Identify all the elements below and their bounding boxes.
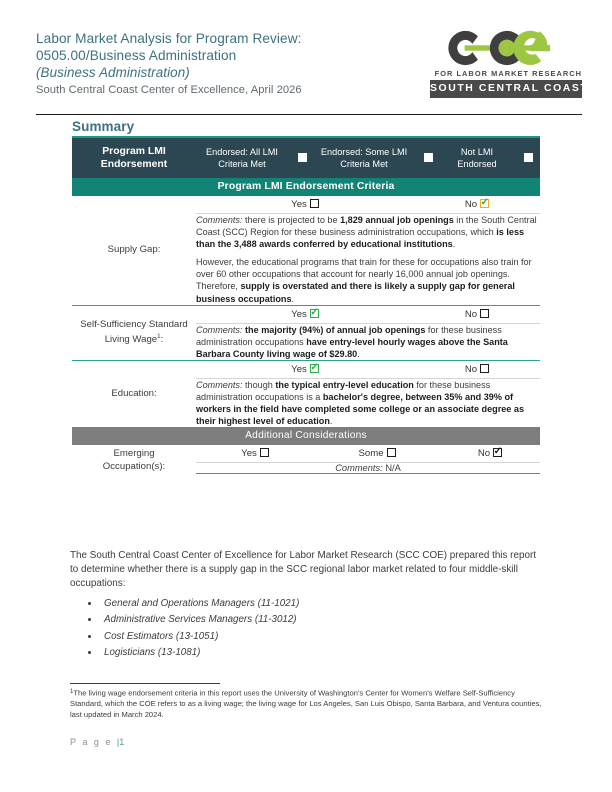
checkbox-unchecked-icon[interactable] <box>260 448 269 457</box>
intro-paragraph: The South Central Coast Center of Excellence for Labor Market Research (SCC COE) prepared this report to determine whether there is a supply gap in the SCC regional labor market related to four middle-skill occupations: <box>70 550 536 589</box>
lmi-endorsement-table <box>72 136 540 474</box>
supply-gap-yes-cell[interactable] <box>196 196 414 214</box>
supply-gap-comments <box>196 214 540 306</box>
criterion-label-supply-gap: Supply Gap: <box>107 244 161 256</box>
page-label: P a g e <box>70 737 117 747</box>
checkbox-unchecked-icon[interactable] <box>524 153 533 162</box>
living-wage-no-cell[interactable] <box>414 305 540 323</box>
supply-gap-comment-paragraph-1 <box>196 214 540 250</box>
supply-gap-no-cell[interactable] <box>414 196 540 214</box>
education-yes-label: Yes <box>291 363 307 375</box>
education-comment-paragraph-1 <box>196 379 540 427</box>
page-title: Summary <box>72 119 135 134</box>
education-no-label: No <box>464 363 478 375</box>
checkbox-checked-icon[interactable] <box>310 364 319 373</box>
endorsement-header-label: Program LMI Endorsement <box>72 137 196 178</box>
logo-tagline: FOR LABOR MARKET RESEARCH <box>434 69 582 78</box>
checkbox-unchecked-icon[interactable] <box>480 364 489 373</box>
page-number-footer <box>70 737 124 747</box>
living-wage-yes-label: Yes <box>291 308 307 320</box>
emerging-comments <box>196 463 540 474</box>
checkbox-x-marked-icon[interactable] <box>424 153 433 162</box>
rich-0-0: there is projected to be 1,829 annual job openings in the South Central Coast (SCC) Region for these business administration occupations, which is less than the 3,488 awards conferred by educational institutions. <box>196 215 537 250</box>
report-subtitle: South Central Coast Center of Excellence, April 2026 <box>36 84 302 96</box>
option-checkbox-all-criteria[interactable] <box>288 137 314 178</box>
rich-2-0: though the typical entry-level education for these business administration occupations is a bachelor's degree, between 35% and 39% of workers in the field have completed some college or an associate degree as their highest level of education. <box>196 379 525 427</box>
checkbox-unchecked-icon[interactable] <box>298 153 307 162</box>
option-checkbox-not-endorsed[interactable] <box>514 137 540 178</box>
list-item: • Logisticians (13-1081) <box>100 645 570 661</box>
comments-label: Comments: <box>196 379 243 390</box>
education-yesno-row <box>72 360 540 378</box>
living-wage-label-text: Self-Sufficiency Standard Living Wage <box>80 318 188 346</box>
living-wage-no-label: No <box>464 308 478 320</box>
report-title-line-1: Labor Market Analysis for Program Review: <box>36 31 302 46</box>
report-title-line-2: 0505.00/Business Administration <box>36 48 237 63</box>
endorsement-header-row <box>72 137 540 178</box>
living-wage-yesno-row <box>72 305 540 323</box>
supply-gap-yesno-row <box>72 196 540 214</box>
checkbox-checked-icon[interactable] <box>493 448 502 457</box>
living-wage-comment-paragraph-1 <box>196 324 540 360</box>
additional-considerations-title: Additional Considerations <box>72 427 540 445</box>
comments-label: Comments: <box>196 215 243 225</box>
additional-considerations-bar <box>72 427 540 445</box>
option-label-all-criteria: Endorsed: All LMI Criteria Met <box>196 137 288 178</box>
emerging-label-line-2: Occupation(s): <box>102 460 166 472</box>
option-label-not-endorsed: Not LMI Endorsed <box>440 137 514 178</box>
header-divider <box>36 114 582 115</box>
coe-wordmark-icon <box>430 30 582 66</box>
emerging-occupations-yesno-row <box>72 445 540 463</box>
report-title-line-3: (Business Administration) <box>36 65 190 80</box>
emerging-occupations-label <box>72 445 196 474</box>
emerging-no-cell[interactable] <box>440 445 540 463</box>
list-item: • General and Operations Managers (11-1021) <box>100 596 570 612</box>
checkbox-unchecked-icon[interactable] <box>480 309 489 318</box>
emerging-yes-cell[interactable] <box>196 445 314 463</box>
checkbox-checked-icon[interactable] <box>480 199 489 208</box>
supply-gap-comment-paragraph-2 <box>196 256 540 304</box>
education-yes-cell[interactable] <box>196 360 414 378</box>
footnote-divider <box>70 683 220 684</box>
emerging-some-label: Some <box>358 448 384 460</box>
footnote-text: The living wage endorsement criteria in this report uses the University of Washington's Center for Women's Welfare Self-Sufficiency Standard, which the COE refers to as a living wage; the living wage for Los Angeles, San Luis Obispo, Santa Barbara, and Ventura counties, last updated in March 2024. <box>70 688 542 720</box>
emerging-no-label: No <box>477 448 491 460</box>
occupation-list <box>70 596 570 662</box>
coe-logo <box>430 30 589 98</box>
footnote <box>70 687 544 721</box>
document-header <box>36 30 589 112</box>
emerging-yes-label: Yes <box>241 448 257 460</box>
footnote-marker: 1 <box>70 689 74 695</box>
criterion-label-education: Education: <box>72 360 196 427</box>
comments-label: Comments: <box>196 324 243 335</box>
list-item: • Administrative Services Managers (11-3012) <box>100 612 570 628</box>
rich-0-1: However, the educational programs that train for these for occupations also train for over 60 other occupations that account for nearly 16,000 annual job openings. Therefore, supply is overstated and there is likely a supply gap for general business occupations. <box>196 257 532 304</box>
checkbox-checked-icon[interactable] <box>310 309 319 318</box>
living-wage-yes-cell[interactable] <box>196 305 414 323</box>
option-checkbox-some-criteria[interactable] <box>414 137 440 178</box>
emerging-comments-value: N/A <box>385 463 401 474</box>
rich-1-0: the majority (94%) of annual job openings for these business administration occupations have entry-level hourly wages above the Santa Barbara County living wage of $29.80. <box>196 324 508 359</box>
list-item: • Cost Estimators (13-1051) <box>100 629 570 645</box>
page-separator: | <box>116 737 120 747</box>
emerging-label-line-1: Emerging <box>113 447 155 459</box>
option-label-some-criteria: Endorsed: Some LMI Criteria Met <box>314 137 414 178</box>
logo-region-band: SOUTH CENTRAL COAST <box>430 80 582 98</box>
checkbox-unchecked-icon[interactable] <box>310 199 319 208</box>
comments-label: Comments: <box>335 463 383 474</box>
page-number-value: 1 <box>119 737 125 747</box>
criterion-label-living-wage <box>72 305 196 360</box>
emerging-some-cell[interactable] <box>314 445 440 463</box>
living-wage-footnote-marker: 1 <box>157 333 161 341</box>
education-comments <box>196 378 540 427</box>
criteria-section-bar <box>72 178 540 196</box>
title-block <box>36 30 376 98</box>
living-wage-label-suffix: : <box>160 334 164 346</box>
education-no-cell[interactable] <box>414 360 540 378</box>
checkbox-unchecked-icon[interactable] <box>387 448 396 457</box>
living-wage-comments <box>196 323 540 360</box>
supply-gap-yes-label: Yes <box>291 199 307 210</box>
supply-gap-no-label: No <box>464 199 478 210</box>
criteria-section-title: Program LMI Endorsement Criteria <box>72 178 540 196</box>
